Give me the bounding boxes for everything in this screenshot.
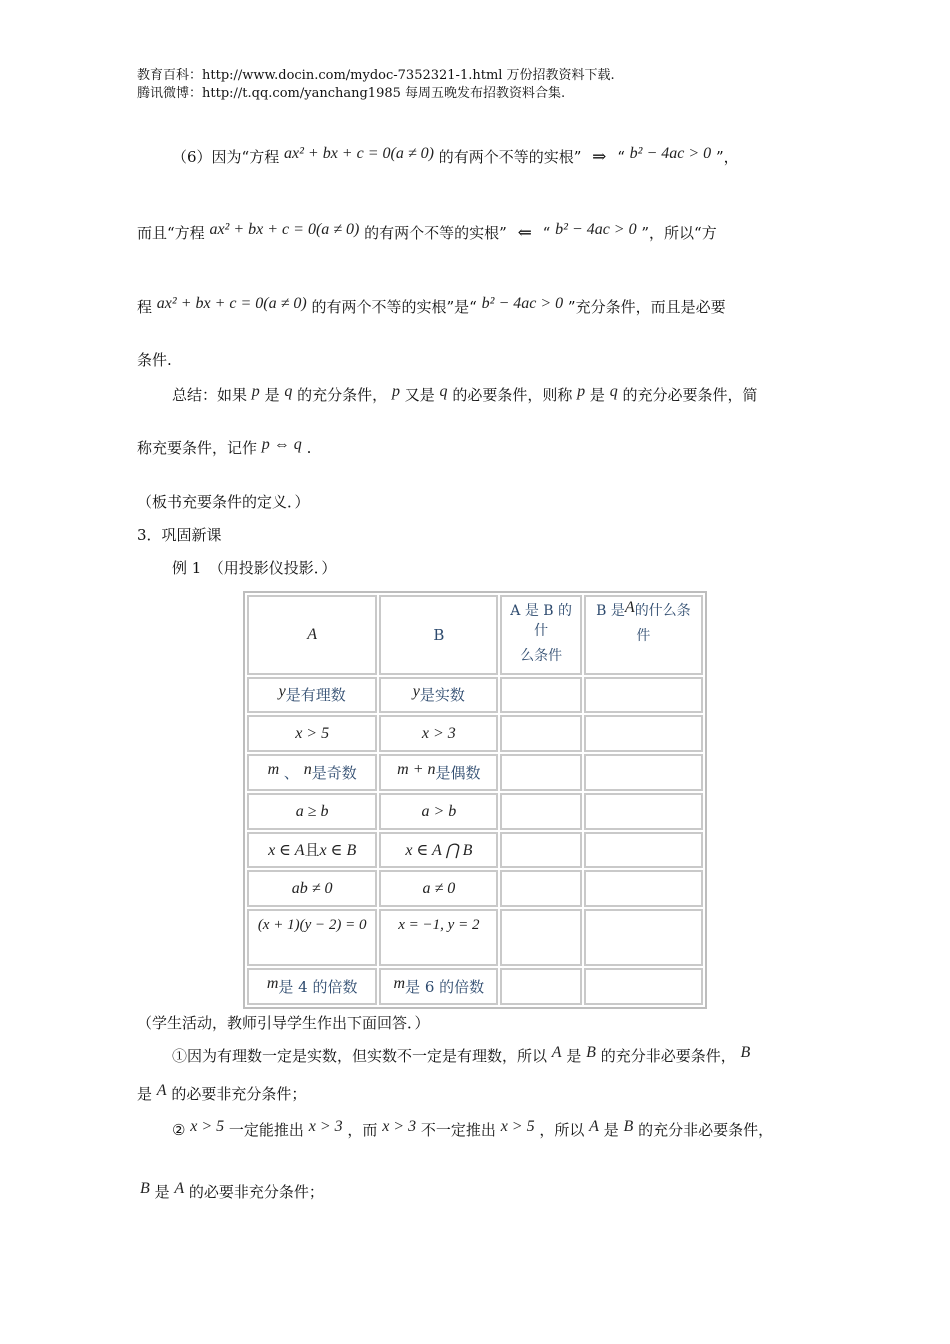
cell-text: 、 (283, 763, 299, 782)
header-text: 的什么条 (634, 603, 691, 619)
cell-text: 是有理数 (285, 686, 346, 705)
answer-text: 是 (566, 1047, 582, 1065)
header-text: 件 (636, 628, 651, 644)
cell-answer-a (500, 715, 581, 752)
answer-2-line-2 (140, 1181, 324, 1204)
answer-text: ①因为有理数一定是实数，但实数不一定是有理数，所以 (172, 1047, 548, 1065)
math-expr: y (412, 683, 420, 701)
var-A: A (551, 1044, 562, 1061)
cell-text: 是偶数 (435, 763, 481, 782)
math-expr: m (267, 760, 280, 778)
discriminant-expr: b² − 4ac > 0 (555, 221, 637, 238)
open-quote: “ (617, 148, 625, 166)
answer-text: 是 (154, 1183, 170, 1201)
var-A: A (589, 1118, 599, 1135)
iff-expr: p ⇔ q (261, 436, 302, 453)
para6-text: 而且“方程 (137, 224, 205, 242)
cell-b (379, 677, 498, 714)
cell-answer-b (584, 968, 703, 1005)
summary-text: 的充分必要条件，简 (622, 386, 758, 404)
header-a-to-b (500, 595, 581, 675)
math-expr: x > 5 (190, 1118, 225, 1135)
cell-text: 是 6 的倍数 (405, 978, 485, 997)
math-expr: a > b (421, 802, 457, 820)
var-B: B (623, 1118, 634, 1135)
var-B: B (740, 1044, 751, 1061)
table-row (247, 793, 703, 830)
cell-answer-b (584, 870, 703, 907)
equation-quadratic: ax² + bx + c = 0(a ≠ 0) (209, 221, 360, 238)
table-row (247, 909, 703, 966)
para6-text: 程 (137, 298, 153, 316)
var-q: q (439, 383, 448, 400)
cell-answer-a (500, 754, 581, 791)
cell-answer-b (584, 909, 703, 966)
equation-quadratic: ax² + bx + c = 0(a ≠ 0) (284, 145, 434, 162)
math-expr: a ≥ b (295, 802, 329, 820)
math-expr: x ∈ B (319, 842, 357, 860)
cell-b (379, 715, 498, 752)
var-B: B (140, 1180, 150, 1197)
cell-a (247, 754, 377, 791)
var-B: B (586, 1044, 596, 1061)
var-A: A (174, 1180, 185, 1197)
cell-b (379, 909, 498, 966)
var-A: A (624, 599, 635, 616)
math-expr: x > 5 (295, 725, 330, 743)
math-expr: x > 3 (382, 1118, 417, 1135)
header-b-to-a (584, 595, 703, 675)
header-b (379, 595, 498, 675)
header-line-1: 教育百科：http://www.docin.com/mydoc-7352321-1.html 万份招教资料下载. (137, 68, 615, 83)
table-header-row (247, 595, 703, 675)
answer-text: 的充分非必要条件， (638, 1121, 774, 1139)
summary-text: 又是 (404, 386, 435, 404)
math-expr: y (278, 683, 286, 701)
para6-text: ”，所以“方 (641, 224, 717, 242)
discriminant-expr: b² − 4ac > 0 (481, 295, 564, 312)
answer-text: 一定能推出 (228, 1121, 304, 1139)
answer-1-line-2 (137, 1083, 306, 1106)
cell-answer-b (584, 832, 703, 869)
example-1-title: 例 1 （用投影仪投影．） (172, 559, 337, 577)
table-row (247, 677, 703, 714)
conditions-table (243, 591, 707, 1009)
para6-text: 的有两个不等的实根”是“ (311, 298, 477, 316)
header-line-2: 腾讯微博：http://t.qq.com/yanchang1985 每周五晚发布招教资料合集. (137, 86, 566, 101)
table-row (247, 715, 703, 752)
student-activity-note: （学生活动，教师引导学生作出下面回答．） (137, 1014, 430, 1032)
var-A: A (307, 626, 318, 644)
math-expr: (x + 1)(y − 2) = 0 (257, 917, 367, 934)
math-expr: x ∈ A (268, 842, 305, 860)
summary-text: 称充要条件，记作 (137, 439, 258, 457)
math-expr: m (266, 975, 279, 993)
cell-answer-b (584, 793, 703, 830)
para6-line-3 (137, 296, 726, 319)
cell-answer-a (500, 677, 581, 714)
summary-text: 是 (264, 386, 280, 404)
cell-b (379, 832, 498, 869)
var-p: p (251, 383, 260, 400)
summary-text: 的充分条件， (297, 386, 388, 404)
header-a (247, 595, 377, 675)
header-text-line (588, 601, 699, 621)
para6-text: 的有两个不等的实根” (438, 148, 582, 166)
summary-text: 是 (589, 386, 605, 404)
cell-b (379, 870, 498, 907)
para6-line-4: 条件. (137, 351, 172, 369)
cell-text: 且 (304, 841, 320, 860)
cell-a (247, 793, 377, 830)
cell-answer-a (500, 832, 581, 869)
table-row (247, 832, 703, 869)
answer-2-line-1 (172, 1119, 773, 1142)
var-B: B (433, 625, 445, 644)
summary-line-1 (172, 384, 757, 407)
cell-a (247, 909, 377, 966)
answer-text: 不一定推出 (420, 1121, 496, 1139)
math-expr: x > 3 (421, 725, 456, 743)
cell-answer-b (584, 754, 703, 791)
math-expr: x ∈ A ⋂ B (405, 841, 473, 859)
cell-answer-a (500, 968, 581, 1005)
cell-a (247, 677, 377, 714)
cell-answer-a (500, 793, 581, 830)
cell-answer-a (500, 870, 581, 907)
answer-text: 的充分非必要条件， (600, 1047, 736, 1065)
math-expr: x = −1, y = 2 (398, 917, 480, 934)
math-expr: n (303, 760, 312, 778)
summary-line-2 (137, 437, 311, 460)
cell-b (379, 754, 498, 791)
summary-text: 的必要条件，则称 (452, 386, 573, 404)
answer-1-line-1 (172, 1045, 750, 1068)
cell-answer-a (500, 909, 581, 966)
cell-text: 是实数 (419, 686, 465, 705)
cell-a (247, 715, 377, 752)
summary-text: . (306, 439, 312, 457)
cell-b (379, 968, 498, 1005)
answer-text: 是 (603, 1121, 619, 1139)
math-expr: m + n (397, 760, 436, 778)
answer-text: 是 (137, 1085, 153, 1103)
implies-symbol: ⇒ (592, 147, 607, 167)
para6-text: ”充分条件，而且是必要 (567, 298, 726, 316)
math-expr: m (393, 975, 406, 993)
var-q: q (609, 383, 618, 400)
table-row (247, 754, 703, 791)
discriminant-expr: b² − 4ac > 0 (629, 145, 712, 162)
cell-b (379, 793, 498, 830)
var-q: q (284, 383, 293, 400)
var-p: p (391, 383, 400, 400)
answer-text: ，而 (347, 1121, 378, 1139)
var-p: p (577, 383, 586, 400)
var-A: A (156, 1082, 167, 1099)
math-expr: x > 3 (308, 1118, 343, 1135)
answer-text: 的必要非充分条件； (188, 1183, 324, 1201)
answer-text: ，所以 (539, 1121, 585, 1139)
header-text: 么条件 (520, 648, 563, 664)
blackboard-note: （板书充要条件的定义．） (137, 493, 310, 511)
cell-answer-b (584, 715, 703, 752)
cell-answer-b (584, 677, 703, 714)
table-row (247, 870, 703, 907)
answer-text: 的必要非充分条件； (171, 1085, 307, 1103)
math-expr: x > 5 (500, 1118, 535, 1135)
cell-a (247, 968, 377, 1005)
cell-a (247, 870, 377, 907)
para6-text: ”， (715, 148, 739, 166)
para6-line-1 (172, 146, 739, 169)
header-text: A 是 B 的什 (510, 603, 573, 639)
cell-a (247, 832, 377, 869)
table-row (247, 968, 703, 1005)
equation-quadratic: ax² + bx + c = 0(a ≠ 0) (156, 295, 307, 312)
section-3-title: 3．巩固新课 (137, 526, 222, 544)
para6-text: （6）因为“方程 (172, 148, 280, 166)
summary-text: 总结：如果 (172, 386, 248, 404)
header-text: B 是 (596, 603, 625, 619)
answer-text: ② (172, 1121, 186, 1139)
implied-by-symbol: ⇐ (517, 223, 532, 243)
cell-text: 是奇数 (311, 763, 357, 782)
math-expr: a ≠ 0 (422, 880, 456, 898)
cell-text: 是 4 的倍数 (278, 978, 358, 997)
para6-text: 的有两个不等的实根” (364, 224, 507, 242)
open-quote: “ (542, 224, 551, 242)
math-expr: ab ≠ 0 (291, 880, 333, 898)
para6-line-2 (137, 222, 717, 245)
